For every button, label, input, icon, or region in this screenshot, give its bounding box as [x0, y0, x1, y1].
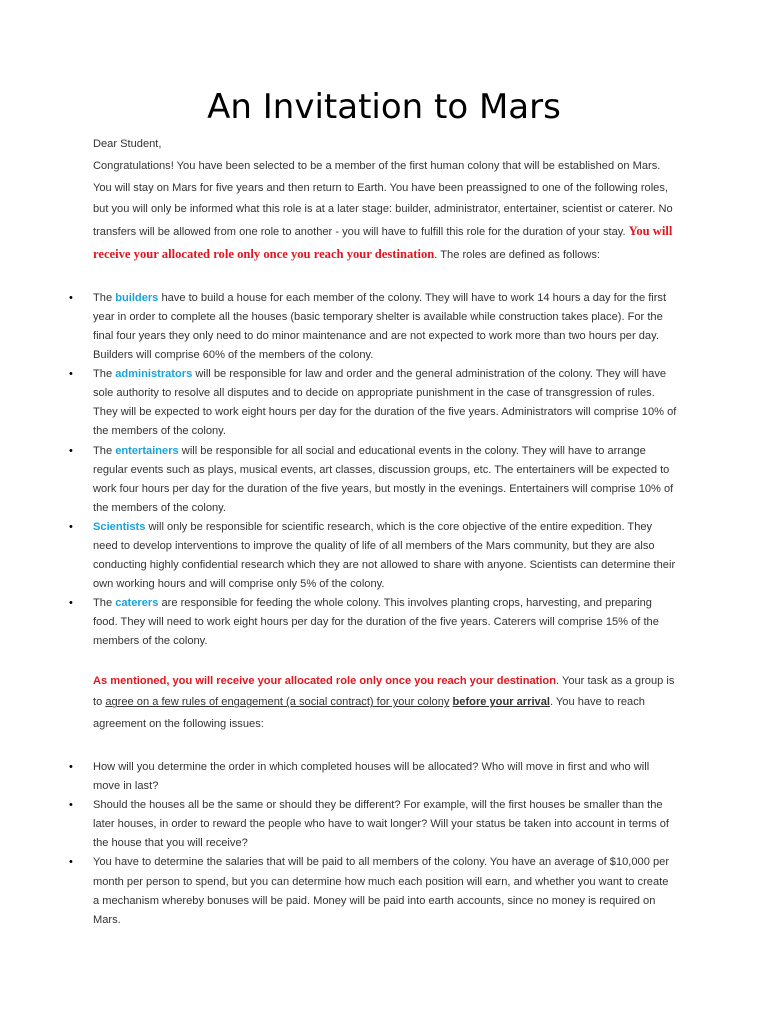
task-text-end: . You have to reach agreement on the following issues: — [93, 696, 645, 731]
salutation: Dear Student, — [93, 138, 162, 150]
task-highlight: As mentioned, you will receive your allocated role only once you reach your destination — [93, 674, 556, 687]
intro-highlight: You will receive your allocated role only once you reach your destination — [93, 224, 673, 261]
intro-tail: . The roles are defined as follows: — [434, 248, 600, 261]
list-item — [69, 758, 677, 796]
list-item — [69, 442, 677, 518]
roles-list — [69, 289, 677, 652]
role-description: will be responsible for law and order and the general administration of the colony. They will have sole authority to resolve all disputes and to decide on appropriate punishment in the case of transgression of rules. They will be expected to work eight hours per day for the duration of the five years. Administrators will comprise 10% of the members of the colony. — [93, 368, 677, 438]
issues-list — [69, 758, 677, 930]
bullet-icon: • — [69, 799, 73, 812]
list-item — [69, 518, 677, 594]
document-body — [69, 134, 677, 930]
task-underlined: agree on a few rules of engagement (a social contract) for your colony — [105, 696, 450, 709]
role-description: have to build a house for each member of the colony. They will have to work 14 hours a day for the first year in order to complete all the houses (basic temporary shelter is available while construction takes place). For the final four years they only need to do minor maintenance and are not expected to work more than two hours per day. Builders will comprise 60% of the members of the colony. — [93, 291, 667, 362]
list-item — [69, 853, 677, 929]
bullet-icon: • — [69, 444, 73, 457]
role-name-scientists: Scientists — [93, 520, 146, 533]
role-name-entertainers: entertainers — [115, 444, 179, 457]
bullet-icon: • — [69, 520, 73, 533]
task-bold-underlined: before your arrival — [452, 696, 550, 709]
role-name-administrators: administrators — [115, 368, 193, 381]
role-name-builders: builders — [115, 291, 159, 304]
role-prefix: The — [93, 597, 116, 610]
issue-text: Should the houses all be the same or should they be different? For example, will the first houses be smaller than the later houses, in order to reward the people who have to wait longer? Will your status be taken into account in terms of the house that you will receive? — [93, 799, 669, 850]
role-prefix: The — [93, 444, 116, 457]
document-title: An Invitation to Mars — [207, 87, 561, 127]
list-item — [69, 594, 677, 651]
issue-text: How will you determine the order in which completed houses will be allocated? Who will move in first and who will move in last? — [93, 760, 650, 793]
list-item — [69, 289, 677, 365]
role-prefix: The — [93, 368, 116, 381]
issue-text: You have to determine the salaries that will be paid to all members of the colony. You have an average of $10,000 per month per person to spend, but you can determine how much each position will earn, and whether you want to create a mechanism whereby bonuses will be paid. Money will be paid into earth accounts, since no money is required on Mars. — [93, 856, 670, 926]
role-description: will only be responsible for scientific research, which is the core objective of the entire expedition. They need to develop interventions to improve the quality of life of all members of the Mars community, but they are also conducting highly confidential research which they are not allowed to share with anyone. Scientists can determine their own working hours and will comprise only 5% of the colony. — [93, 520, 676, 591]
bullet-icon: • — [69, 368, 73, 381]
role-name-caterers: caterers — [115, 597, 159, 610]
role-description: are responsible for feeding the whole colony. This involves planting crops, harvesting, and preparing food. They will need to work eight hours per day for the duration of the five years. Caterers will comprise 15% of the members of the colony. — [93, 597, 659, 648]
role-prefix: The — [93, 291, 116, 304]
intro-paragraph — [93, 156, 677, 267]
role-description: will be responsible for all social and educational events in the colony. They will have to arrange regular events such as plays, musical events, art classes, discussion groups, etc. The entertainers will be expected to work four hours per day for the duration of the five years, but mostly in the evenings. Entertainers will comprise 10% of the members of the colony. — [93, 444, 674, 514]
intro-text: Congratulations! You have been selected to be a member of the first human colony that will be established on Mars. You will stay on Mars for five years and then return to Earth. You have been preassigned to one of the following roles, but you will only be informed what this role is at a later stage: builder, administrator, entertainer, scientist or caterer. No transfers will be allowed from one role to another - you will have to fulfill this role for the duration of your stay. — [93, 159, 673, 239]
bullet-icon: • — [69, 760, 73, 773]
task-text: . Your task as a group is to — [93, 674, 675, 709]
list-item — [69, 796, 677, 853]
bullet-icon: • — [69, 856, 73, 869]
bullet-icon: • — [69, 291, 73, 304]
list-item — [69, 365, 677, 441]
bullet-icon: • — [69, 597, 73, 610]
task-paragraph — [93, 671, 677, 736]
